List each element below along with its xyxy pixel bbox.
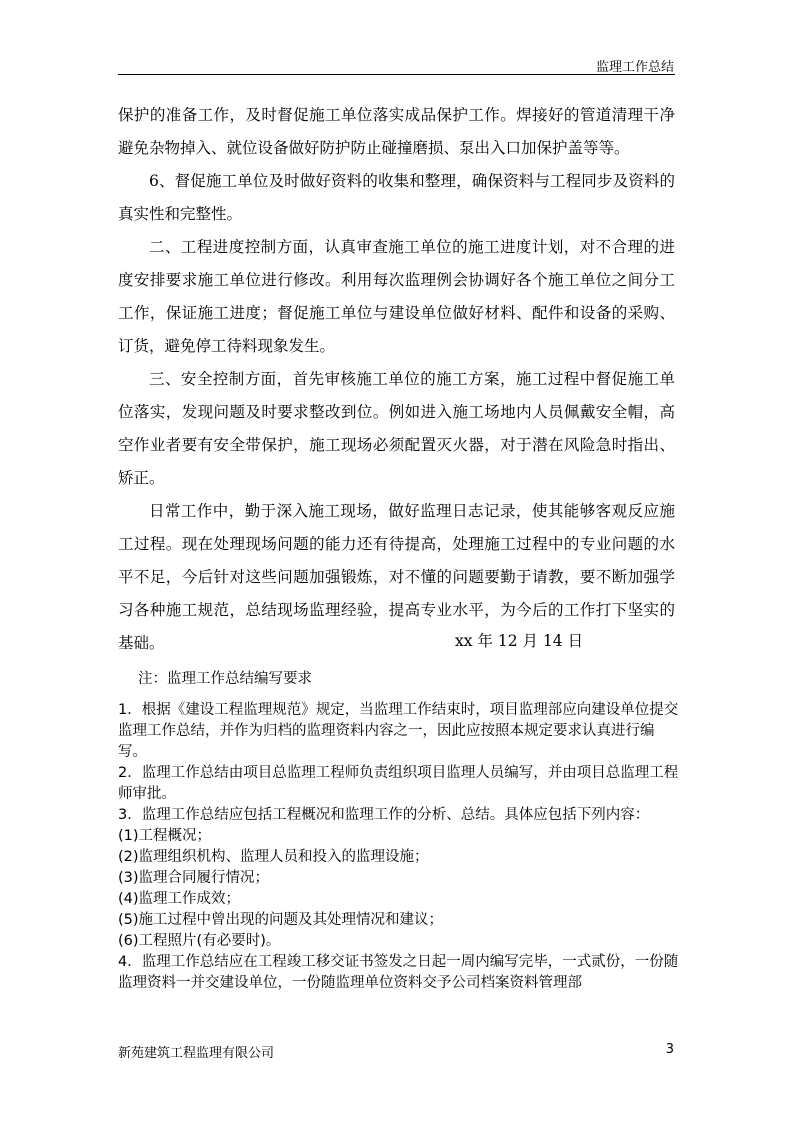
note-line: 4．监理工作总结应在工程竣工移交证书签发之日起一周内编写完毕，一式贰份，一份随监理资料一并交建设单位，一份随监理单位资料交予公司档案资料管理部 [118, 954, 679, 991]
note-line: 1．根据《建设工程监理规范》规定，当监理工作结束时，项目监理部应向建设单位提交监理工作总结，并作为归档的监理资料内容之一，因此应按照本规定要求认真进行编写。 [118, 702, 679, 760]
note-line: (2)监理组织机构、监理人员和投入的监理设施； [118, 849, 429, 865]
note-line: (5)施工过程中曾出现的问题及其处理情况和建议； [118, 912, 444, 928]
header-title: 监理工作总结 [595, 60, 674, 75]
note-line: (3)监理合同履行情况； [118, 870, 270, 886]
body-paragraph: 日常工作中，勤于深入施工现场，做好监理日志记录，使其能够客观反应施工过程。现在处理现场问题的能力还有待提高，处理施工过程中的专业问题的水平不足，今后针对这些问题加强锻炼，对不懂的问题要勤于请教，要不断加强学习各种施工规范，总结现场监理经验，提高专业水平，为今后的工作打下坚实的基础。 [118, 502, 675, 652]
footer-company: 新苑建筑工程监理有限公司 [118, 1046, 275, 1061]
note-line: (4)监理工作成效； [118, 891, 241, 907]
body-paragraph: 6、督促施工单位及时做好资料的收集和整理，确保资料与工程同步及资料的真实性和完整性。 [118, 172, 675, 223]
note-title: 注：监理工作总结编写要求 [138, 671, 312, 687]
note-line: 2．监理工作总结由项目总监理工程师负责组织项目监理人员编写，并由项目总监理工程师审批。 [118, 765, 679, 802]
page-number: 3 [665, 1042, 674, 1057]
date-line: xx 年 12 月 14 日 [455, 632, 584, 650]
body-text [118, 99, 675, 660]
body-paragraph: 二、工程进度控制方面，认真审查施工单位的施工进度计划，对不合理的进度安排要求施工单位进行修改。利用每次监理例会协调好各个施工单位之间分工工作，保证施工进度；督促施工单位与建设单位做好材料、配件和设备的采购、订货，避免停工待料现象发生。 [118, 238, 675, 355]
header-divider [118, 74, 675, 75]
body-paragraph: 保护的准备工作，及时督促施工单位落实成品保护工作。焊接好的管道清理干净避免杂物掉入、就位设备做好防护防止碰撞磨损、泵出入口加保护盖等等。 [118, 106, 675, 157]
note-line: (1)工程概况； [118, 828, 212, 844]
note-section [118, 669, 680, 994]
note-line: (6)工程照片(有必要时)。 [118, 933, 281, 949]
note-line: 3．监理工作总结应包括工程概况和监理工作的分析、总结。具体应包括下列内容： [118, 807, 650, 823]
body-paragraph: 三、安全控制方面，首先审核施工单位的施工方案，施工过程中督促施工单位落实，发现问题及时要求整改到位。例如进入施工场地内人员佩戴安全帽，高空作业者要有安全带保护，施工现场必须配置灭火器，对于潜在风险急时指出、矫正。 [118, 370, 675, 487]
